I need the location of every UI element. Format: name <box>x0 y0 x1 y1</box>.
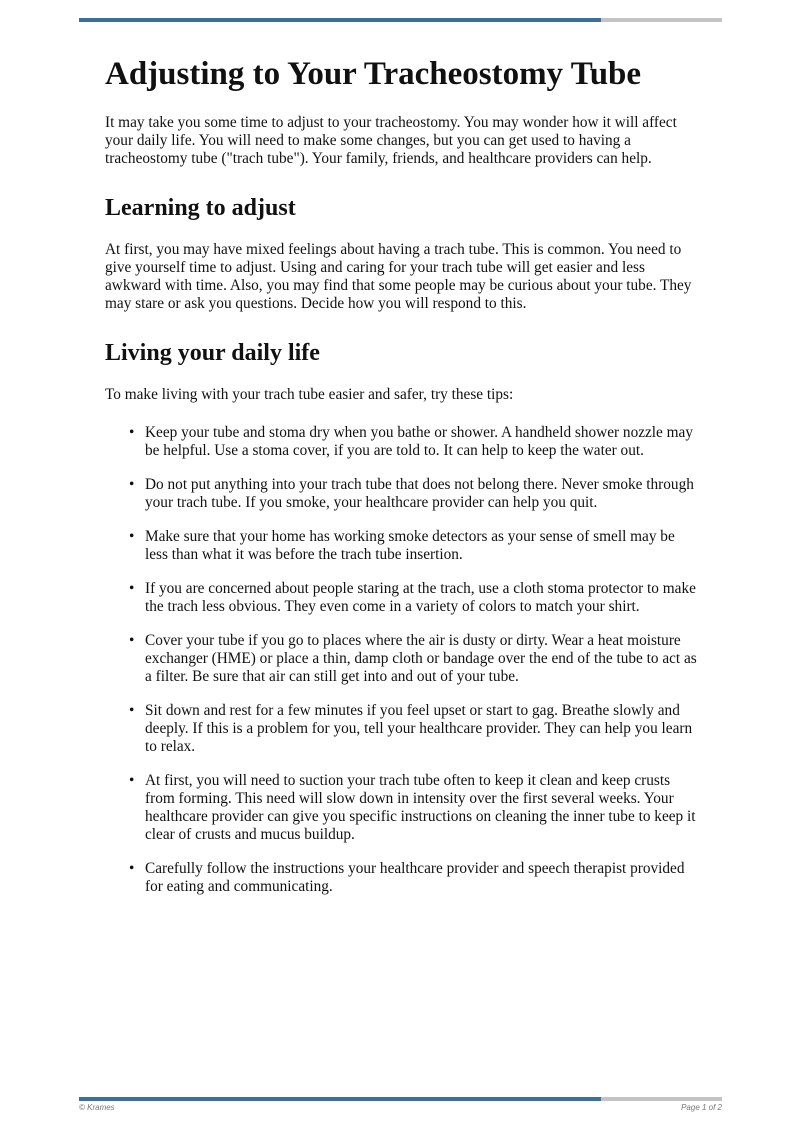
page-number: Page 1 of 2 <box>681 1103 722 1112</box>
list-item <box>105 476 697 512</box>
list-item <box>105 580 697 616</box>
header-rule-accent <box>79 18 601 22</box>
header-rule-gray <box>601 18 722 22</box>
list-item <box>105 772 697 844</box>
section-heading-learning: Learning to adjust <box>105 195 296 221</box>
list-item <box>105 860 697 896</box>
list-item-text: Do not put anything into your trach tube that does not belong there. Never smoke through your trach tube. If you smoke, your healthcare provider can help you quit. <box>145 476 694 511</box>
bullet-icon: • <box>129 702 135 719</box>
footer-rule-accent <box>79 1097 601 1101</box>
footer-rule-gray <box>601 1097 722 1101</box>
list-item <box>105 424 697 460</box>
page-footer <box>79 1103 722 1112</box>
list-item-text: Make sure that your home has working smoke detectors as your sense of smell may be less than what it was before the trach tube insertion. <box>145 528 675 563</box>
list-item-text: If you are concerned about people staring at the trach, use a cloth stoma protector to make the trach less obvious. They even come in a variety of colors to match your shirt. <box>145 580 696 615</box>
section-body-daily-life: To make living with your trach tube easier and safer, try these tips: <box>105 386 514 403</box>
list-item <box>105 632 697 686</box>
section-heading-daily-life: Living your daily life <box>105 340 320 366</box>
bullet-icon: • <box>129 860 135 877</box>
list-item <box>105 528 697 564</box>
list-item-text: At first, you will need to suction your trach tube often to keep it clean and keep crusts from forming. This need will slow down in intensity over the first several weeks. Your healthcare provider can give you specific instructions on cleaning the inner tube to keep it clear of crusts and mucus buildup. <box>145 772 696 843</box>
bullet-icon: • <box>129 528 135 545</box>
intro-paragraph: It may take you some time to adjust to your tracheostomy. You may wonder how it will affect your daily life. You will need to make some changes, but you can get used to having a tracheostomy tube ("trach tube"). Your family, friends, and healthcare providers can help. <box>105 114 677 167</box>
list-item <box>105 702 697 756</box>
list-item-text: Cover your tube if you go to places where the air is dusty or dirty. Wear a heat moisture exchanger (HME) or place a thin, damp cloth or bandage over the end of the tube to act as a filter. Be sure that air can still get into and out of your tube. <box>145 632 697 685</box>
bullet-icon: • <box>129 476 135 493</box>
tips-list <box>105 424 697 896</box>
bullet-icon: • <box>129 632 135 649</box>
bullet-icon: • <box>129 772 135 789</box>
list-item-text: Keep your tube and stoma dry when you bathe or shower. A handheld shower nozzle may be helpful. Use a stoma cover, if you are told to. It can help to keep the water out. <box>145 424 693 459</box>
document-body <box>105 52 697 912</box>
bullet-icon: • <box>129 580 135 597</box>
footer-rule <box>79 1097 722 1101</box>
header-rule <box>79 18 722 22</box>
copyright-text: © Krames <box>79 1103 115 1112</box>
list-item-text: Carefully follow the instructions your healthcare provider and speech therapist provided for eating and communicating. <box>145 860 685 895</box>
page-title: Adjusting to Your Tracheostomy Tube <box>105 56 642 92</box>
section-body-learning: At first, you may have mixed feelings about having a trach tube. This is common. You need to give yourself time to adjust. Using and caring for your trach tube will get easier and less awkward with time. Also, you may find that some people may be curious about your tube. They may stare or ask you questions. Decide how you will respond to this. <box>105 241 692 312</box>
list-item-text: Sit down and rest for a few minutes if you feel upset or start to gag. Breathe slowly and deeply. If this is a problem for you, tell your healthcare provider. They can help you learn to relax. <box>145 702 693 755</box>
bullet-icon: • <box>129 424 135 441</box>
